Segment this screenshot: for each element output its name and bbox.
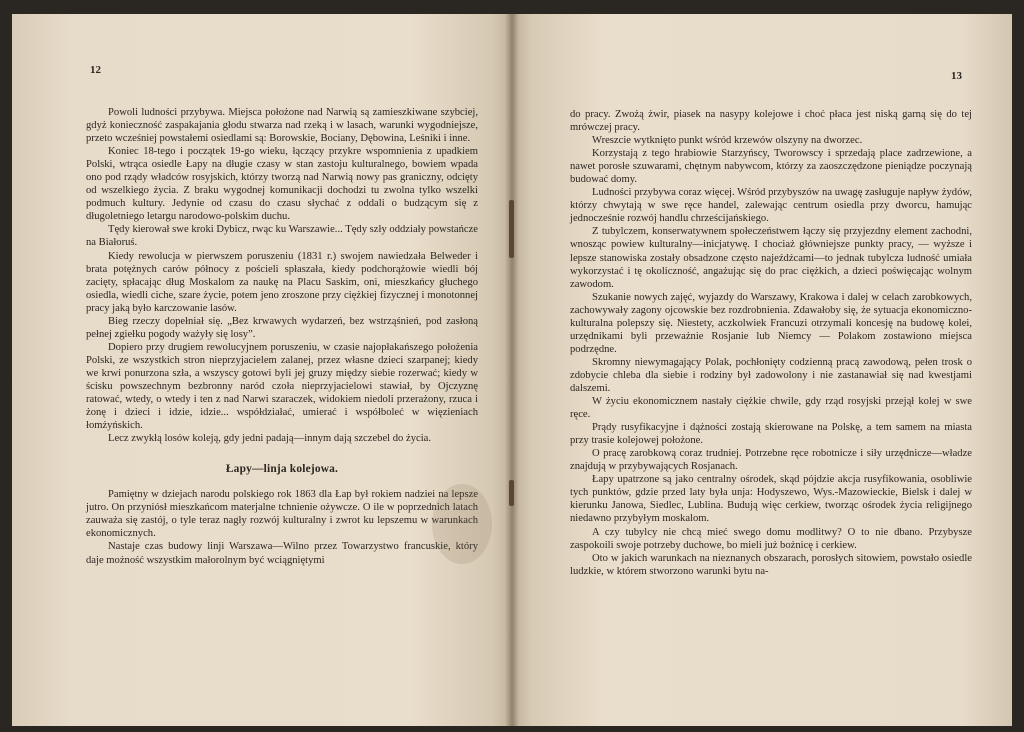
- paragraph: Szukanie nowych zajęć, wyjazdy do Warszawy, Krakowa i dalej w celach zarobkowych, zachowywały zagony ojcowskie bez rozdrobnienia. Zdawałoby się, że sytuacja ekonomiczno-kulturalna polepszy się. Niestety, aczkolwiek Francuzi otrzymali koncesję na budowę kolei, urzędnikami byli przeważnie Rosjanie lub Niemcy — Polakom zostawiono miejsca podrzędne.: [570, 291, 972, 355]
- paragraph: Łapy upatrzone są jako centralny ośrodek, skąd pójdzie akcja rusyfikowania, osobliwie tych punktów, gdzie przed laty była unja: Hodyszewo, Wys.-Mazowieckie, Bielsk i dalej w kierunku Janowa, Siedlec, Lublina. Budują więc cerkiew, tworząc ośrodek życia religijnego niedawno przybyłym moskalom.: [570, 474, 972, 525]
- section-heading: Łapy—linja kolejowa.: [225, 463, 339, 476]
- paragraph: Bieg rzeczy dopełniał się. „Bez krwawych wydarzeń, bez wstrząśnień, pod zasłoną pełnej zgiełku pogody ważyły się losy”.: [86, 315, 478, 340]
- right-page: [512, 14, 1012, 726]
- paragraph: A czy tubylcy nie chcą mieć swego domu modlitwy? O to nie dbano. Przybysze zaspokoili swoje potrzeby duchowe, bo mieli już bożnicę i cerkiew.: [570, 526, 972, 551]
- paragraph: Skromny niewymagający Polak, pochłonięty codzienną pracą zawodową, pełen trosk o zdobycie chleba dla siebie i rodziny był zadowolony i nie zastanawiał się nad kwestjami dalszemi.: [570, 356, 972, 394]
- paragraph: Dopiero przy drugiem rewolucyjnem poruszeniu, w czasie najopłakańszego położenia Polski, ze wszystkich stron nieprzyjacielem zalanej, przez własne dzieci szarpanej; kiedy we krwi ponurzona szła, a wszyscy gotowi byli jej gruzy między siebie rozerwać; kiedy w ścisku powszechnym bezbronny naród czoła nieprzyjacielowi stawiał, by Ojczyznę ratować, wtedy, o wtedy i ten z nad Narwi szaraczek, widokiem niedoli przerażony, rzuca i żonę i dzieci i idzie, idzie... współdziałać, umierać i współboleć w więzieniach łomżyńskich.: [86, 341, 478, 432]
- right-text-block: [570, 108, 972, 578]
- paragraph: do pracy. Zwożą żwir, piasek na nasypy kolejowe i choć płaca jest niską garną się do tej mrówczej pracy.: [570, 109, 972, 134]
- binding-staple: [509, 228, 514, 258]
- page-number-right: 13: [951, 70, 962, 82]
- paragraph: Koniec 18-tego i początek 19-go wieku, łączący przykre wspomnienia z upadkiem Polski, wtrąca osiedle Łapy na długie czasy w stan zastoju kulturalnego, bowiem wpada ono pod rządy władców rosyjskich, którzy tworzą nad Narwią nowy pas graniczny, odcięty od wszelkiego życia. Z braku wygodnej komunikacji dochodzi tu zwolna tylko wszelki podmuch kultury. Jedynie od czasu do czasu słychać z oddali o budzącym się z długoletniego letargu narodowo-polskim duchu.: [86, 146, 478, 223]
- paragraph: Nastaje czas budowy linji Warszawa—Wilno przez Towarzystwo francuskie, który daje możność wszystkim małorolnym być wciągniętymi: [86, 541, 478, 566]
- binding-staple: [509, 200, 514, 230]
- page-number-left: 12: [90, 64, 101, 76]
- paragraph: Lecz zwykłą losów koleją, gdy jedni padają—innym dają szczebel do życia.: [108, 433, 431, 445]
- page-stain: [432, 484, 492, 564]
- paragraph: Pamiętny w dziejach narodu polskiego rok 1863 dla Łap był rokiem nadziei na lepsze jutro. On przyniósł mieszkańcom materjalne tchnienie ożywcze. O ile w poprzednich latach zauważa się zastój, o tyle teraz nagły rozwój kulturalny i zwrot ku lepszemu w warunkach ekonomicznych.: [86, 489, 478, 540]
- paragraph: O pracę zarobkową coraz trudniej. Potrzebne ręce robotnicze i siły urzędnicze—władze znajdują w przybywających Rosjanach.: [570, 448, 972, 473]
- paragraph: Z tubylczem, konserwatywnem społeczeństwem łączy się przyjezdny element zachodni, wnosząc powiew kulturalny—inicjatywę. I chociaż główniejsze punkty pracy, — wyższe i lepsze stanowiska zostały obsadzone często najeźdźcami—to jednak tubylcza ludność umiała wykorzystać i tę okoliczność, angażując się do prac ciężkich, a dzieci poświęcając wolnym zawodom.: [570, 226, 972, 290]
- paragraph: W życiu ekonomicznem nastały ciężkie chwile, gdy rząd rosyjski przejął kolej w swe ręce.: [570, 396, 972, 421]
- book-gutter: [505, 14, 519, 726]
- paragraph: Oto w jakich warunkach na nieznanych obszarach, porosłych sitowiem, powstało osiedle ludzkie, w którem stworzono warunki bytu na-: [570, 552, 972, 577]
- paragraph: Tędy kierował swe kroki Dybicz, rwąc ku Warszawie... Tędy szły oddziały powstańcze na Białoruś.: [86, 224, 478, 249]
- paragraph: Powoli ludności przybywa. Miejsca położone nad Narwią są zamieszkiwane szybciej, gdyż konieczność zaspakajania głodu stwarza nad rzeką i w lasach, warunki wygodniejsze, przeto wcześniej powstałemi osiedlami są: Borowskie, Bociany, Dębowina, Leśniki i inne.: [86, 107, 478, 145]
- paragraph: Ludności przybywa coraz więcej. Wśród przybyszów na uwagę zasługuje napływ żydów, którzy chwytają w swe ręce handel, zalewając centrum osiedla przy dworcu, hamując jednocześnie rozwój handlu chrześcijańskiego.: [570, 187, 972, 225]
- paragraph: Kiedy rewolucja w pierwszem poruszeniu (1831 r.) swojem nawiedzała Belweder i brata potężnych carów północy z pościeli spłaszała, kiedy podchorążowie wiedli bój zacięty, spłacając dług Moskalom za naukę na Placu Saskim, oni, mieszkańcy głuchego osiedla, wiedli ciche, szare życie, potem jeno zroszone przy ciężkiej fizycznej i monotonnej pracy jaką było karczowanie lasów.: [86, 250, 478, 314]
- binding-staple: [509, 480, 514, 506]
- paragraph: Korzystają z tego hrabiowie Starzyńscy, Tworowscy i sprzedają place zadrzewione, a nawet porosłe szuwarami, chętnym nabywcom, którzy za zaoszczędzone pieniądze poczynają budować domy.: [570, 148, 972, 186]
- left-text-block: [86, 106, 478, 567]
- paragraph: Prądy rusyfikacyjne i dążności zostają skierowane na Polskę, a tem samem na miasta przy trasie kolejowej położone.: [570, 422, 972, 447]
- left-page: [12, 14, 512, 726]
- paragraph: Wreszcie wytknięto punkt wśród krzewów olszyny na dworzec.: [592, 135, 863, 147]
